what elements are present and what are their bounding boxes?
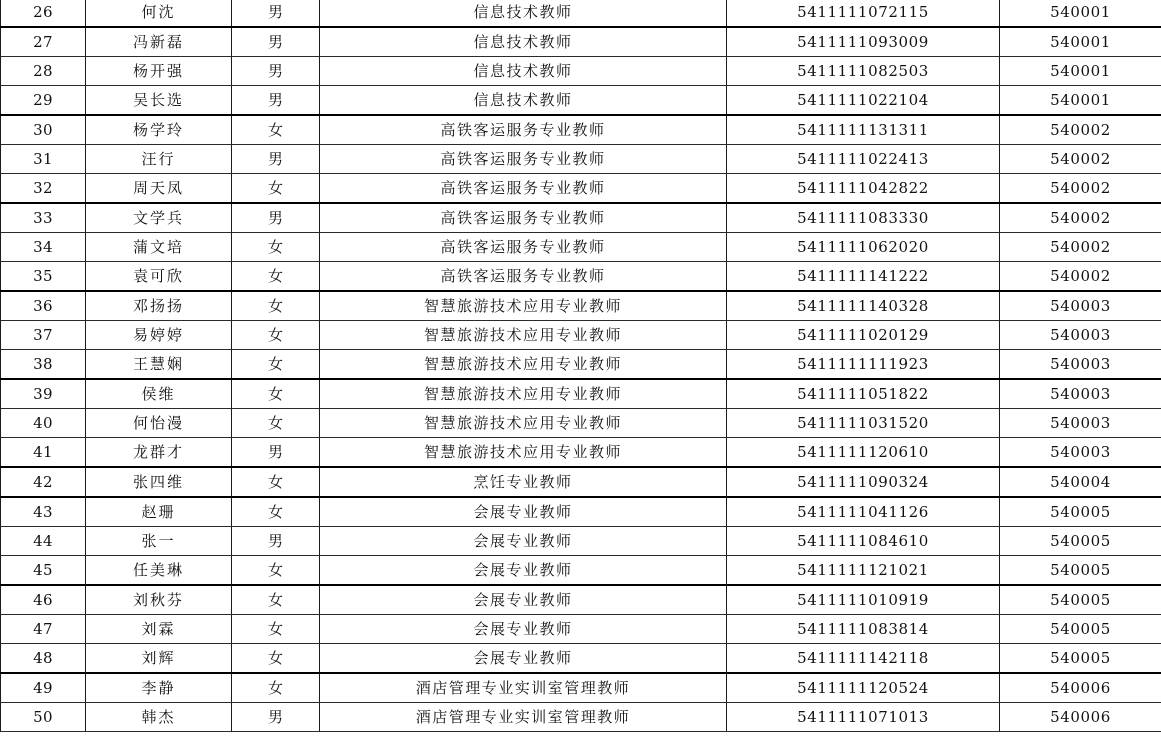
cell-exam-number: 5411111083814 xyxy=(727,615,1000,644)
cell-position: 智慧旅游技术应用专业教师 xyxy=(320,291,727,321)
cell-gender: 女 xyxy=(232,615,320,644)
cell-position-code: 540002 xyxy=(1000,145,1161,174)
table-row xyxy=(1,0,1161,27)
cell-gender: 男 xyxy=(232,0,320,27)
cell-name: 杨学玲 xyxy=(86,115,232,145)
cell-gender: 女 xyxy=(232,262,320,292)
roster-table-body xyxy=(1,0,1161,732)
cell-seq-no: 37 xyxy=(1,321,86,350)
cell-seq-no: 40 xyxy=(1,409,86,438)
table-row xyxy=(1,673,1161,703)
cell-position: 高铁客运服务专业教师 xyxy=(320,262,727,292)
table-row xyxy=(1,115,1161,145)
cell-position-code: 540003 xyxy=(1000,291,1161,321)
cell-position: 高铁客运服务专业教师 xyxy=(320,145,727,174)
table-row xyxy=(1,86,1161,116)
cell-gender: 女 xyxy=(232,115,320,145)
table-row xyxy=(1,409,1161,438)
cell-gender: 女 xyxy=(232,556,320,586)
cell-position-code: 540002 xyxy=(1000,174,1161,204)
cell-name: 李静 xyxy=(86,673,232,703)
cell-gender: 女 xyxy=(232,321,320,350)
cell-gender: 男 xyxy=(232,86,320,116)
cell-position-code: 540005 xyxy=(1000,527,1161,556)
cell-position-code: 540003 xyxy=(1000,321,1161,350)
cell-seq-no: 47 xyxy=(1,615,86,644)
cell-position-code: 540001 xyxy=(1000,27,1161,57)
cell-position: 智慧旅游技术应用专业教师 xyxy=(320,379,727,409)
cell-position-code: 540003 xyxy=(1000,379,1161,409)
cell-gender: 男 xyxy=(232,145,320,174)
cell-position-code: 540005 xyxy=(1000,497,1161,527)
cell-gender: 男 xyxy=(232,438,320,468)
table-row xyxy=(1,57,1161,86)
cell-name: 张四维 xyxy=(86,467,232,497)
cell-seq-no: 48 xyxy=(1,644,86,674)
cell-exam-number: 5411111121021 xyxy=(727,556,1000,586)
cell-position: 会展专业教师 xyxy=(320,527,727,556)
cell-position: 智慧旅游技术应用专业教师 xyxy=(320,409,727,438)
cell-gender: 女 xyxy=(232,409,320,438)
cell-name: 王慧娴 xyxy=(86,350,232,380)
cell-exam-number: 5411111090324 xyxy=(727,467,1000,497)
cell-position-code: 540002 xyxy=(1000,203,1161,233)
cell-name: 张一 xyxy=(86,527,232,556)
cell-seq-no: 43 xyxy=(1,497,86,527)
cell-position-code: 540005 xyxy=(1000,615,1161,644)
cell-gender: 女 xyxy=(232,585,320,615)
cell-position: 会展专业教师 xyxy=(320,497,727,527)
cell-position: 智慧旅游技术应用专业教师 xyxy=(320,321,727,350)
cell-exam-number: 5411111141222 xyxy=(727,262,1000,292)
cell-exam-number: 5411111120610 xyxy=(727,438,1000,468)
cell-gender: 男 xyxy=(232,57,320,86)
cell-seq-no: 36 xyxy=(1,291,86,321)
table-row xyxy=(1,467,1161,497)
cell-exam-number: 5411111022104 xyxy=(727,86,1000,116)
cell-position-code: 540005 xyxy=(1000,644,1161,674)
cell-position: 高铁客运服务专业教师 xyxy=(320,115,727,145)
cell-seq-no: 33 xyxy=(1,203,86,233)
cell-seq-no: 35 xyxy=(1,262,86,292)
cell-seq-no: 46 xyxy=(1,585,86,615)
cell-name: 周天凤 xyxy=(86,174,232,204)
cell-exam-number: 5411111142118 xyxy=(727,644,1000,674)
cell-seq-no: 29 xyxy=(1,86,86,116)
cell-gender: 男 xyxy=(232,703,320,732)
cell-position: 高铁客运服务专业教师 xyxy=(320,233,727,262)
cell-gender: 男 xyxy=(232,27,320,57)
cell-exam-number: 5411111041126 xyxy=(727,497,1000,527)
cell-name: 侯维 xyxy=(86,379,232,409)
cell-exam-number: 5411111031520 xyxy=(727,409,1000,438)
cell-position: 会展专业教师 xyxy=(320,585,727,615)
cell-exam-number: 5411111051822 xyxy=(727,379,1000,409)
table-row xyxy=(1,703,1161,732)
cell-gender: 男 xyxy=(232,527,320,556)
cell-position: 烹饪专业教师 xyxy=(320,467,727,497)
cell-name: 冯新磊 xyxy=(86,27,232,57)
cell-seq-no: 31 xyxy=(1,145,86,174)
table-row xyxy=(1,233,1161,262)
cell-seq-no: 30 xyxy=(1,115,86,145)
cell-position-code: 540002 xyxy=(1000,262,1161,292)
cell-position: 高铁客运服务专业教师 xyxy=(320,203,727,233)
cell-position-code: 540005 xyxy=(1000,556,1161,586)
cell-exam-number: 5411111111923 xyxy=(727,350,1000,380)
cell-position-code: 540001 xyxy=(1000,86,1161,116)
cell-exam-number: 5411111042822 xyxy=(727,174,1000,204)
cell-name: 文学兵 xyxy=(86,203,232,233)
table-row xyxy=(1,438,1161,468)
cell-gender: 女 xyxy=(232,174,320,204)
table-row xyxy=(1,556,1161,586)
cell-gender: 女 xyxy=(232,379,320,409)
cell-position-code: 540002 xyxy=(1000,115,1161,145)
cell-position-code: 540005 xyxy=(1000,585,1161,615)
cell-position: 智慧旅游技术应用专业教师 xyxy=(320,350,727,380)
cell-exam-number: 5411111120524 xyxy=(727,673,1000,703)
table-row xyxy=(1,497,1161,527)
cell-gender: 女 xyxy=(232,467,320,497)
cell-exam-number: 5411111140328 xyxy=(727,291,1000,321)
cell-exam-number: 5411111083330 xyxy=(727,203,1000,233)
cell-name: 刘霖 xyxy=(86,615,232,644)
cell-exam-number: 5411111082503 xyxy=(727,57,1000,86)
table-row xyxy=(1,350,1161,380)
cell-exam-number: 5411111084610 xyxy=(727,527,1000,556)
table-row xyxy=(1,615,1161,644)
cell-name: 易婷婷 xyxy=(86,321,232,350)
cell-name: 韩杰 xyxy=(86,703,232,732)
cell-name: 蒲文培 xyxy=(86,233,232,262)
cell-exam-number: 5411111131311 xyxy=(727,115,1000,145)
cell-gender: 女 xyxy=(232,497,320,527)
cell-exam-number: 5411111010919 xyxy=(727,585,1000,615)
cell-seq-no: 38 xyxy=(1,350,86,380)
cell-seq-no: 32 xyxy=(1,174,86,204)
cell-position: 信息技术教师 xyxy=(320,57,727,86)
cell-name: 杨开强 xyxy=(86,57,232,86)
cell-seq-no: 45 xyxy=(1,556,86,586)
cell-position-code: 540003 xyxy=(1000,409,1161,438)
cell-gender: 女 xyxy=(232,291,320,321)
table-row xyxy=(1,585,1161,615)
cell-seq-no: 44 xyxy=(1,527,86,556)
cell-position-code: 540006 xyxy=(1000,703,1161,732)
cell-gender: 女 xyxy=(232,644,320,674)
cell-exam-number: 5411111071013 xyxy=(727,703,1000,732)
table-row xyxy=(1,379,1161,409)
cell-exam-number: 5411111072115 xyxy=(727,0,1000,27)
cell-position: 会展专业教师 xyxy=(320,556,727,586)
cell-position-code: 540001 xyxy=(1000,57,1161,86)
cell-seq-no: 27 xyxy=(1,27,86,57)
cell-position: 酒店管理专业实训室管理教师 xyxy=(320,673,727,703)
cell-seq-no: 41 xyxy=(1,438,86,468)
table-row xyxy=(1,262,1161,292)
cell-position-code: 540004 xyxy=(1000,467,1161,497)
cell-name: 刘辉 xyxy=(86,644,232,674)
cell-gender: 女 xyxy=(232,673,320,703)
cell-seq-no: 34 xyxy=(1,233,86,262)
cell-seq-no: 50 xyxy=(1,703,86,732)
cell-position: 智慧旅游技术应用专业教师 xyxy=(320,438,727,468)
table-row xyxy=(1,644,1161,674)
cell-position-code: 540006 xyxy=(1000,673,1161,703)
cell-name: 邓扬扬 xyxy=(86,291,232,321)
cell-name: 何怡漫 xyxy=(86,409,232,438)
cell-position-code: 540002 xyxy=(1000,233,1161,262)
table-row xyxy=(1,174,1161,204)
cell-exam-number: 5411111062020 xyxy=(727,233,1000,262)
cell-position: 会展专业教师 xyxy=(320,615,727,644)
cell-position: 会展专业教师 xyxy=(320,644,727,674)
cell-position-code: 540001 xyxy=(1000,0,1161,27)
cell-name: 刘秋芬 xyxy=(86,585,232,615)
cell-exam-number: 5411111020129 xyxy=(727,321,1000,350)
cell-name: 任美琳 xyxy=(86,556,232,586)
cell-gender: 男 xyxy=(232,203,320,233)
cell-position: 高铁客运服务专业教师 xyxy=(320,174,727,204)
cell-position: 酒店管理专业实训室管理教师 xyxy=(320,703,727,732)
cell-exam-number: 5411111093009 xyxy=(727,27,1000,57)
cell-position-code: 540003 xyxy=(1000,350,1161,380)
cell-seq-no: 49 xyxy=(1,673,86,703)
cell-gender: 女 xyxy=(232,233,320,262)
cell-name: 龙群才 xyxy=(86,438,232,468)
table-row xyxy=(1,291,1161,321)
cell-gender: 女 xyxy=(232,350,320,380)
cell-name: 何沈 xyxy=(86,0,232,27)
cell-position: 信息技术教师 xyxy=(320,27,727,57)
table-row xyxy=(1,527,1161,556)
cell-exam-number: 5411111022413 xyxy=(727,145,1000,174)
table-row xyxy=(1,203,1161,233)
cell-name: 汪行 xyxy=(86,145,232,174)
table-row xyxy=(1,145,1161,174)
table-row xyxy=(1,321,1161,350)
cell-seq-no: 26 xyxy=(1,0,86,27)
cell-name: 赵珊 xyxy=(86,497,232,527)
cell-position-code: 540003 xyxy=(1000,438,1161,468)
cell-position: 信息技术教师 xyxy=(320,86,727,116)
cell-seq-no: 42 xyxy=(1,467,86,497)
cell-position: 信息技术教师 xyxy=(320,0,727,27)
table-row xyxy=(1,27,1161,57)
cell-name: 袁可欣 xyxy=(86,262,232,292)
cell-seq-no: 39 xyxy=(1,379,86,409)
cell-name: 吴长选 xyxy=(86,86,232,116)
cell-seq-no: 28 xyxy=(1,57,86,86)
